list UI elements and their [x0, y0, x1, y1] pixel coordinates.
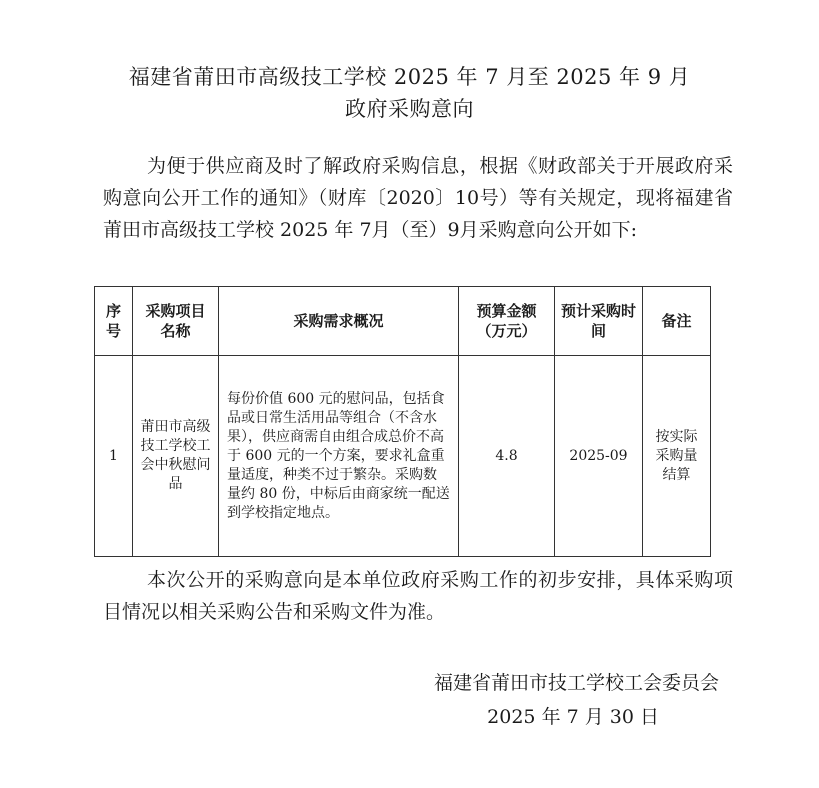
header-time: 预计采购时间	[555, 287, 643, 356]
document-title-line1: 福建省莆田市高级技工学校 2025 年 7 月至 2025 年 9 月	[128, 65, 691, 89]
table-row	[95, 356, 711, 557]
document-title-line2: 政府采购意向	[345, 97, 474, 121]
signature-org: 福建省莆田市技工学校工会委员会	[433, 672, 719, 694]
header-name: 采购项目名称	[133, 287, 219, 356]
header-no: 序号	[95, 287, 133, 356]
header-remark: 备注	[643, 287, 711, 356]
closing-paragraph: 本次公开的采购意向是本单位政府采购工作的初步安排，具体采购项目情况以相关采购公告和采购文件为准。	[103, 569, 733, 623]
header-budget: 预算金额（万元）	[459, 287, 555, 356]
table-header-row	[95, 287, 711, 356]
cell-remark: 按实际采购量结算	[643, 356, 711, 557]
cell-no: 1	[95, 356, 133, 557]
cell-budget: 4.8	[459, 356, 555, 557]
cell-name: 莆田市高级技工学校工会中秋慰问品	[133, 356, 219, 557]
cell-desc: 每份价值 600 元的慰问品，包括食品或日常生活用品等组合（不含水果），供应商需自由组合成总价不高于 600 元的一个方案，要求礼盒重量适度，种类不过于繁杂。采购数量约 80 份，中标后由商家统一配送到学校指定地点。	[219, 356, 459, 557]
header-desc: 采购需求概况	[219, 287, 459, 356]
procurement-table	[94, 286, 711, 557]
signature-date: 2025 年 7 月 30 日	[487, 706, 659, 728]
cell-time: 2025-09	[555, 356, 643, 557]
intro-paragraph: 为便于供应商及时了解政府采购信息，根据《财政部关于开展政府采购意向公开工作的通知》（财库〔2020〕10号）等有关规定，现将福建省莆田市高级技工学校 2025 年 7月（至）9月采购意向公开如下:	[103, 155, 733, 241]
